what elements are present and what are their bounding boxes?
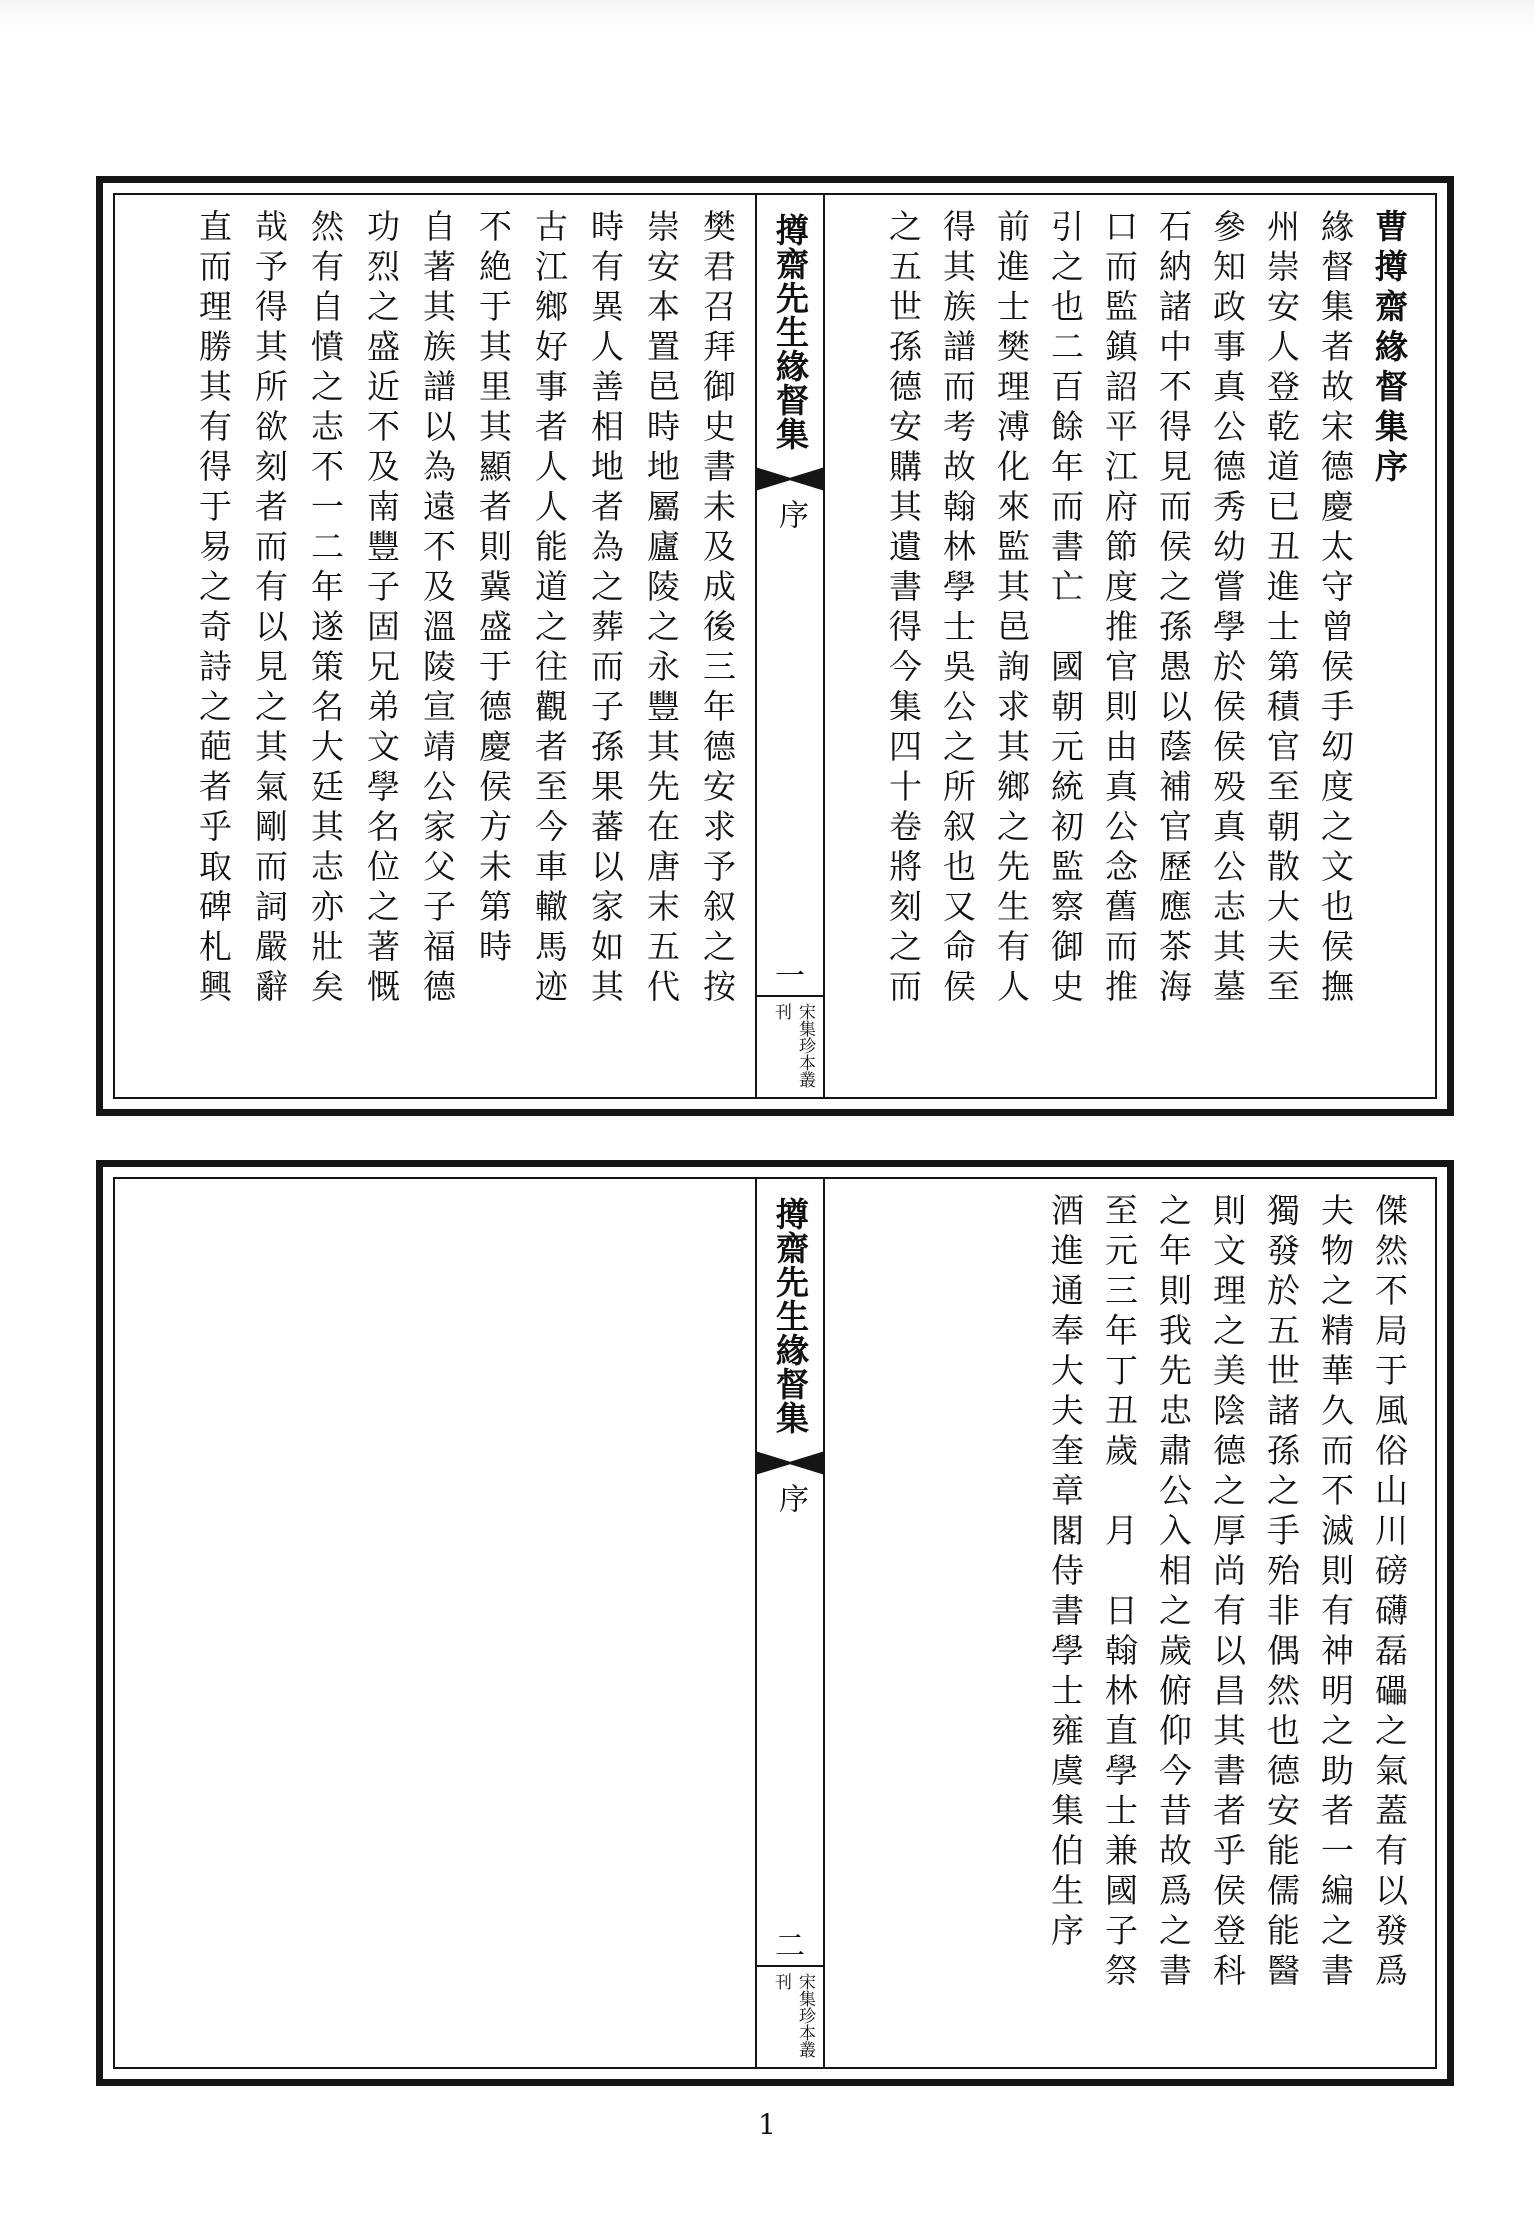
text-column: 石納諸中不得見而侯之孫愚以蔭補官歷應茶海: [1154, 209, 1193, 1009]
text-column: 之年則我先忠肅公入相之歲俯仰今昔故爲之書: [1154, 1193, 1193, 1993]
text-column: 前進士樊理溥化來監其邑詢求其鄉之先生有人: [992, 209, 1031, 1009]
text-column: 直而理勝其有得于易之奇詩之葩者乎取碑札興: [194, 209, 233, 1009]
text-column: 引之也二百餘年而書亡 國朝元統初監察御史: [1046, 209, 1085, 1009]
center-gutter: [755, 1179, 825, 2067]
gutter-rule: [755, 1965, 825, 1967]
gutter-section: 序: [773, 499, 808, 529]
folio-two-frame: [113, 1177, 1437, 2069]
text-column: 功烈之盛近不及南豐子固兄弟文學名位之著慨: [362, 209, 401, 1009]
gutter-section: 序: [773, 1483, 808, 1513]
text-column: 至元三年丁丑歲 月 日翰林直學士兼國子祭: [1100, 1193, 1139, 1993]
series-mark: 宋集珍本叢刊: [771, 1003, 815, 1088]
gutter-book-title: 撙齋先生緣督集: [771, 213, 810, 451]
text-column: 緣督集者故宋德慶太守曾侯手㓜度之文也侯撫: [1316, 209, 1355, 1009]
text-column: 口而監鎮詔平江府節度推官則由真公念舊而推: [1100, 209, 1139, 1009]
series-mark: 宋集珍本叢刊: [771, 1973, 815, 2058]
gutter-rule: [755, 995, 825, 997]
fish-tail-ornament: [755, 1451, 825, 1475]
text-column: 哉予得其所欲刻者而有以見之其氣剛而詞嚴辭: [250, 209, 289, 1009]
text-column: 夫物之精華久而不滅則有神明之助者一編之書: [1316, 1193, 1355, 1993]
text-column: 州崇安人登乾道已丑進士第積官至朝散大夫至: [1262, 209, 1301, 1009]
text-column: 獨發於五世諸孫之手殆非偶然也德安能儒能醫: [1262, 1193, 1301, 1993]
text-column: 得其族譜而考故翰林學士吳公之所叙也又命侯: [938, 209, 977, 1009]
text-column: 傑然不局于風俗山川磅礴磊礧之氣蓋有以發爲: [1370, 1193, 1409, 1993]
gutter-page-number: 一: [775, 959, 805, 994]
scan-edge: [0, 0, 1534, 28]
text-column: 自著其族譜以為遠不及溫陵宣靖公家父子福德: [418, 209, 457, 1009]
folio-one: [96, 176, 1454, 1116]
folio-one-frame: [113, 193, 1437, 1099]
page-number: 1: [758, 2108, 776, 2141]
text-column: 酒進通奉大夫奎章閣侍書學士雍虞集伯生序: [1046, 1193, 1085, 1953]
text-column: 崇安本置邑時地屬廬陵之永豐其先在唐末五代: [642, 209, 681, 1009]
center-gutter: [755, 195, 825, 1097]
text-column: 樊君召拜御史書未及成後三年德安求予叙之按: [698, 209, 737, 1009]
preface-title: 曹撙齋緣督集序: [1370, 209, 1409, 489]
folio-two: [96, 1160, 1454, 2086]
text-column: 不絶于其里其顯者則冀盛于德慶侯方未第時: [474, 209, 513, 969]
fish-tail-ornament: [755, 467, 825, 491]
gutter-page-number: 二: [775, 1929, 805, 1964]
gutter-book-title: 撙齋先生緣督集: [771, 1197, 810, 1435]
text-column: 古江鄉好事者人人能道之往觀者至今車轍馬迹: [530, 209, 569, 1009]
text-column: 然有自憤之志不一二年遂策名大廷其志亦壯矣: [306, 209, 345, 1009]
text-column: 參知政事真公德秀幼嘗學於侯侯殁真公志其墓: [1208, 209, 1247, 1009]
text-column: 之五世孫德安購其遺書得今集四十卷將刻之而: [884, 209, 923, 1009]
text-column: 時有異人善相地者為之葬而子孫果蕃以家如其: [586, 209, 625, 1009]
text-column: 則文理之美陰德之厚尚有以昌其書者乎侯登科: [1208, 1193, 1247, 1993]
